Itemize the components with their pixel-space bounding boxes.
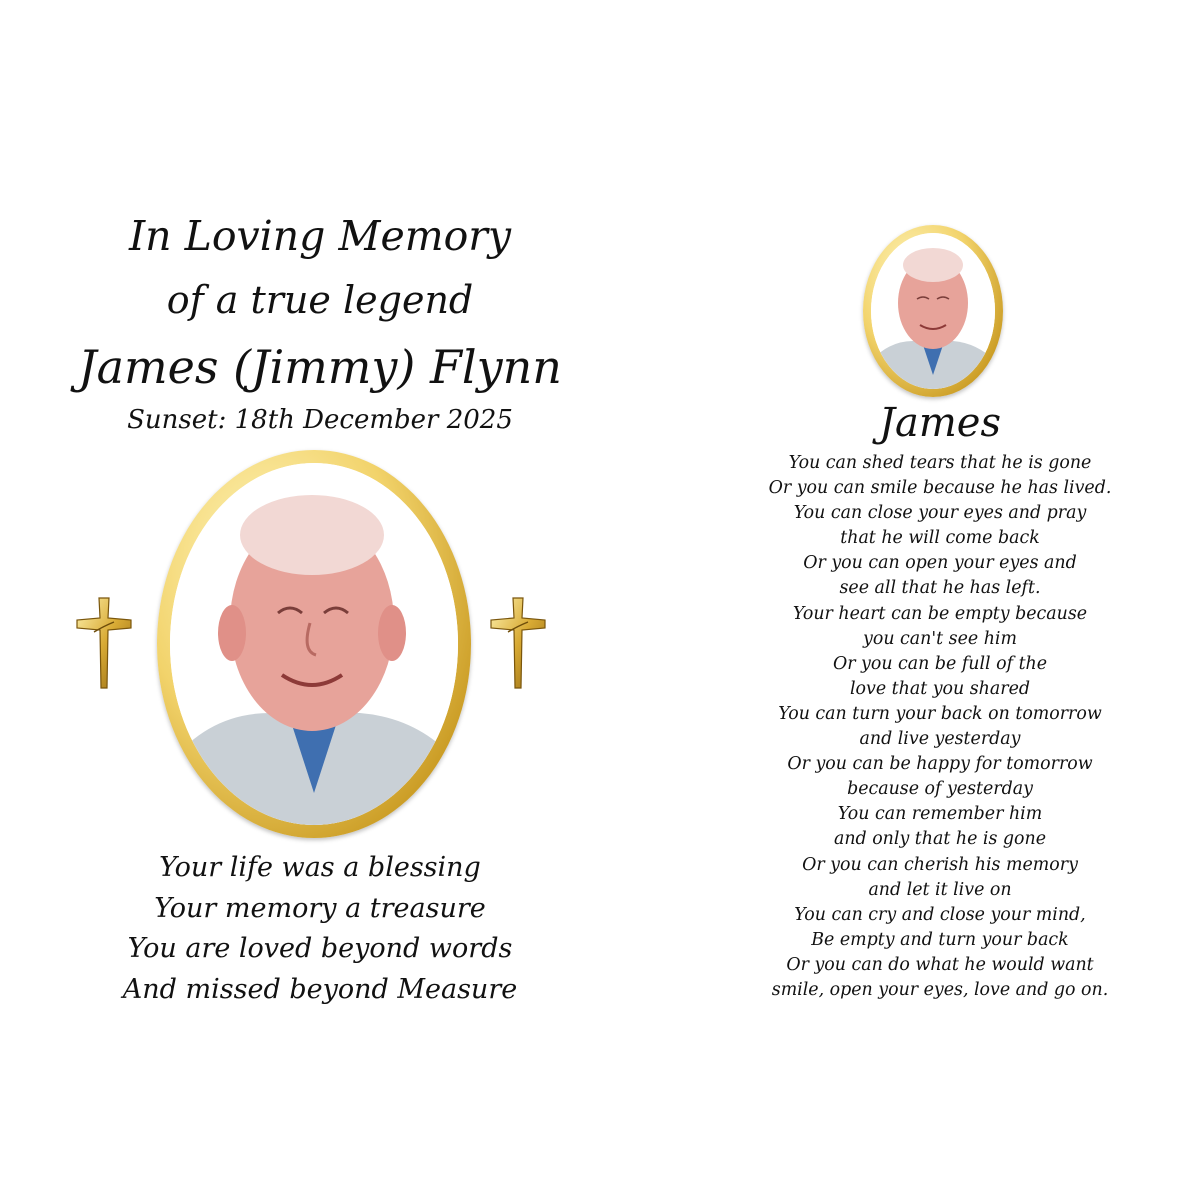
gold-cross-icon [74,596,134,692]
poem-line: Or you can be full of the [832,653,1048,674]
poem-line: You can close your eyes and pray [793,503,1087,524]
poem-line: You can shed tears that he is gone [788,453,1092,473]
poem-line: you can't see him [863,628,1017,649]
poem-line: and only that he is gone [833,829,1047,850]
verse-line: Your life was a blessing [159,852,481,883]
poem-line: You can cry and close your mind, [794,904,1086,925]
title-line-2: of a true legend [166,278,474,322]
poem-line: smile, open your eyes, love and go on. [771,979,1109,1000]
poem-line: Or you can do what he would want [786,954,1094,975]
gold-cross-icon [488,596,548,692]
poem-line: that he will come back [840,528,1040,549]
verse-line: You are loved beyond words [127,933,513,964]
poem-line: Or you can open your eyes and [803,553,1077,574]
poem-line: see all that he has left. [839,578,1041,599]
title-line-1: In Loving Memory [128,212,512,260]
deceased-name: James (Jimmy) Flynn [78,340,562,394]
poem-line: You can turn your back on tomorrow [778,703,1102,724]
poem-line: Or you can smile because he has lived. [768,478,1112,499]
memorial-verse [0,848,640,1010]
first-name-heading: James [878,400,1001,446]
back-card [760,0,1120,1200]
poem-line: love that you shared [849,678,1030,699]
poem-line: Your heart can be empty because [792,603,1088,624]
sunset-date: Sunset: 18th December 2025 [127,405,513,435]
poem-line: Be empty and turn your back [811,929,1069,950]
poem-line: You can remember him [837,804,1043,825]
portrait-photo [871,233,995,389]
verse-line: And missed beyond Measure [122,973,518,1005]
poem-line: because of yesterday [847,779,1033,800]
poem [760,451,1120,1003]
poem-line: and live yesterday [859,729,1021,750]
portrait-photo [170,463,458,825]
poem-line: Or you can cherish his memory [802,854,1078,875]
poem-line: Or you can be happy for tomorrow [787,754,1093,775]
portrait-frame [157,450,471,838]
poem-line: and let it live on [868,879,1012,900]
small-portrait-frame [863,225,1003,397]
verse-line: Your memory a treasure [154,892,486,924]
